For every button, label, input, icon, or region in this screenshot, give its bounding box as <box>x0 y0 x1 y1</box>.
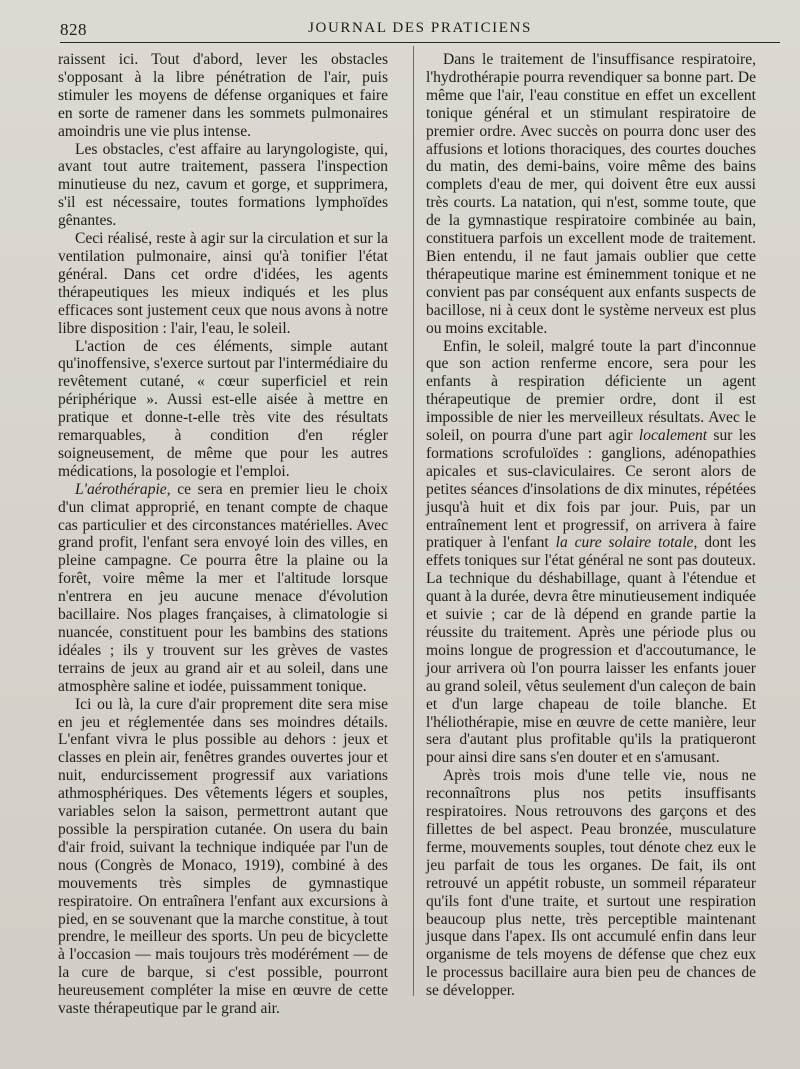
running-header <box>60 18 780 43</box>
text-run: Ceci réalisé, reste à agir sur la circulation et sur la ventilation pulmonaire, ainsi qu'à tonifier l'état général. Dans cet ordre d'idées, les agents thérapeutiques les mieux indiqués et les plus efficaces sont justement ceux que nous avons à notre libre disposition : l'air, l'eau, le soleil. <box>58 230 388 337</box>
text-run: raissent ici. Tout d'abord, lever les obstacles s'opposant à la libre pénétration de l'air, puis stimuler les moyens de défense organiques et faire en sorte de ramener dans les sommets pulmonaires amoindris une vie plus intense. <box>58 51 388 140</box>
italic-text: localement <box>638 427 708 445</box>
text-run: Les obstacles, c'est affaire au laryngologiste, qui, avant tout autre traitement, passera l'inspection minutieuse du nez, cavum et gorge, et supprimera, s'il est nécessaire, toutes formations lymphoïdes gênantes. <box>58 140 388 230</box>
italic-text: L'aérothérapie <box>75 480 167 498</box>
text-run: Ici ou là, la cure d'air proprement dite sera mise en jeu et réglementée dans ses moindres détails. L'enfant vivra le plus possible au dehors : jeux et classes en plein air, fenêtres grandes ouvertes jour et nuit, endurcissement progressif aux variations athmosphériques. Des vêtements légers et souples, variables selon la saison, permettront autant que possible la perspiration cutanée. On usera du bain d'air froid, suivant la technique indiquée par l'un de nous (Congrès de Monaco, 1919), combiné à des mouvements très simples de gymnastique respiratoire. On entraînera l'enfant aux excursions à pied, en se souvenant que la marche constitue, à tout prendre, le meilleur des sports. Un peu de bicyclette à l'occasion — mais toujours très modérément — de la cure de barque, si c'est possible, pourront heureusement compléter la mise en œuvre de cette vaste thérapeutique par le grand air. <box>58 695 388 1018</box>
paragraph <box>58 141 388 231</box>
column-divider <box>413 46 414 996</box>
paragraph <box>58 338 388 481</box>
paragraph <box>58 51 388 141</box>
text-run: Après trois mois d'une telle vie, nous ne reconnaîtrons plus nos petits insuffisants respiratoires. Nous retrouvons des garçons et des fillettes de bel aspect. Peau bronzée, musculature ferme, mouvements souples, tout dénote chez eux le jeu parfait de tous les organes. De fait, ils ont retrouvé un appétit robuste, un sommeil réparateur qu'ils font d'une traite, et surtout une respiration beaucoup plus nette, très perceptible maintenant jusque dans l'apex. Ils ont accumulé enfin dans leur organisme de tels moyens de défense que chez eux le processus bacillaire aura bien peu de chances de se développer. <box>426 767 756 1000</box>
paragraph <box>426 51 756 338</box>
right-column <box>426 51 756 1000</box>
page-number: 828 <box>60 20 87 39</box>
paragraph <box>426 338 756 768</box>
text-run: L'action de ces éléments, simple autant qu'inoffensive, s'exerce surtout par l'intermédiaire du revêtement cutané, « cœur superficiel et rein périphérique ». Aussi est-elle aisée à mettre en pratique et donne-t-elle très vite des résultats remarquables, à condition d'en régler soigneusement, de même que pour les autres médications, la posologie et l'emploi. <box>58 337 388 480</box>
paragraph <box>58 696 388 1018</box>
text-run: sur les formations scrofuloïdes : ganglions, adénopathies apicales et sus-claviculaires. Ce seront alors de petites séances d'insolations de dix minutes, répétées jusqu'à huit et dix fois par jour. Puis, par un entraînement lent et progressif, on arrivera à faire pratiquer à l'enfant <box>426 427 757 552</box>
italic-text: la cure solaire totale <box>555 534 694 552</box>
text-run: , dont les effets toniques sur l'état général ne sont pas douteux. La technique du déshabillage, quant à l'étendue et quant à la durée, devra être minutieusement indiquée et suivie ; car de là dépend en grande partie la réussite du traitement. Après une période plus ou moins longue de progression et d'accoutumance, le jour arrivera où l'on pourra laisser les enfants jouer au grand soleil, vêtus seulement d'un caleçon de bain et d'un large chapeau de toile blanche. Et l'héliothérapie, mise en œuvre de cette manière, leur sera d'autant plus profitable qu'ils la pratiqueront pour ainsi dire sans s'en douter et en s'amusant. <box>426 534 756 767</box>
left-column <box>58 51 388 1018</box>
text-run: Dans le traitement de l'insuffisance respiratoire, l'hydrothérapie pourra revendiquer sa bonne part. De même que l'air, l'eau constitue en effet un excellent tonique général et un stimulant respiratoire de premier ordre. Avec succès on pourra donc user des affusions et lotions thoraciques, des courtes douches du matin, des demi-bains, voire même des bains complets d'eau de mer, qui doivent être eux aussi très courts. La natation, qui n'est, somme toute, que de la gymnastique respiratoire combinée au bain, constituera parfois un excellent mode de traitement. Bien entendu, il ne faut jamais oublier que cette thérapeutique marine est éminemment tonique et ne convient pas par conséquent aux enfants suspects de bacillose, ni à ceux dont le système nerveux est plus ou moins excitable. <box>426 51 756 337</box>
paragraph <box>426 767 756 1000</box>
text-run: Enfin, le soleil, malgré toute la part d'inconnue que son action renferme encore, sera pour les enfants à respiration déficiente un agent thérapeutique de premier ordre, dont il est impossible de nier les merveilleux résultats. Avec le soleil, on pourra d'une part agir <box>426 337 756 445</box>
text-run: , ce sera en premier lieu le choix d'un climat approprié, en tenant compte de chaque cas particulier et des circonstances matérielles. Avec grand profit, l'enfant sera envoyé loin des villes, en pleine campagne. Ce pourra être la plaine ou la forêt, voire même la mer et l'altitude lorsque n'entrera en jeu aucune menace d'évolution bacillaire. Nos plages françaises, à climatologie si nuancée, constituent pour les bambins des stations idéales ; ils y trouvent sur les grèves de vastes terrains de jeux au grand air et au soleil, dans une atmosphère saline et iodée, puissamment tonique. <box>58 480 388 695</box>
journal-title: JOURNAL DES PRATICIENS <box>308 20 532 36</box>
paragraph <box>58 481 388 696</box>
paragraph <box>58 230 388 337</box>
